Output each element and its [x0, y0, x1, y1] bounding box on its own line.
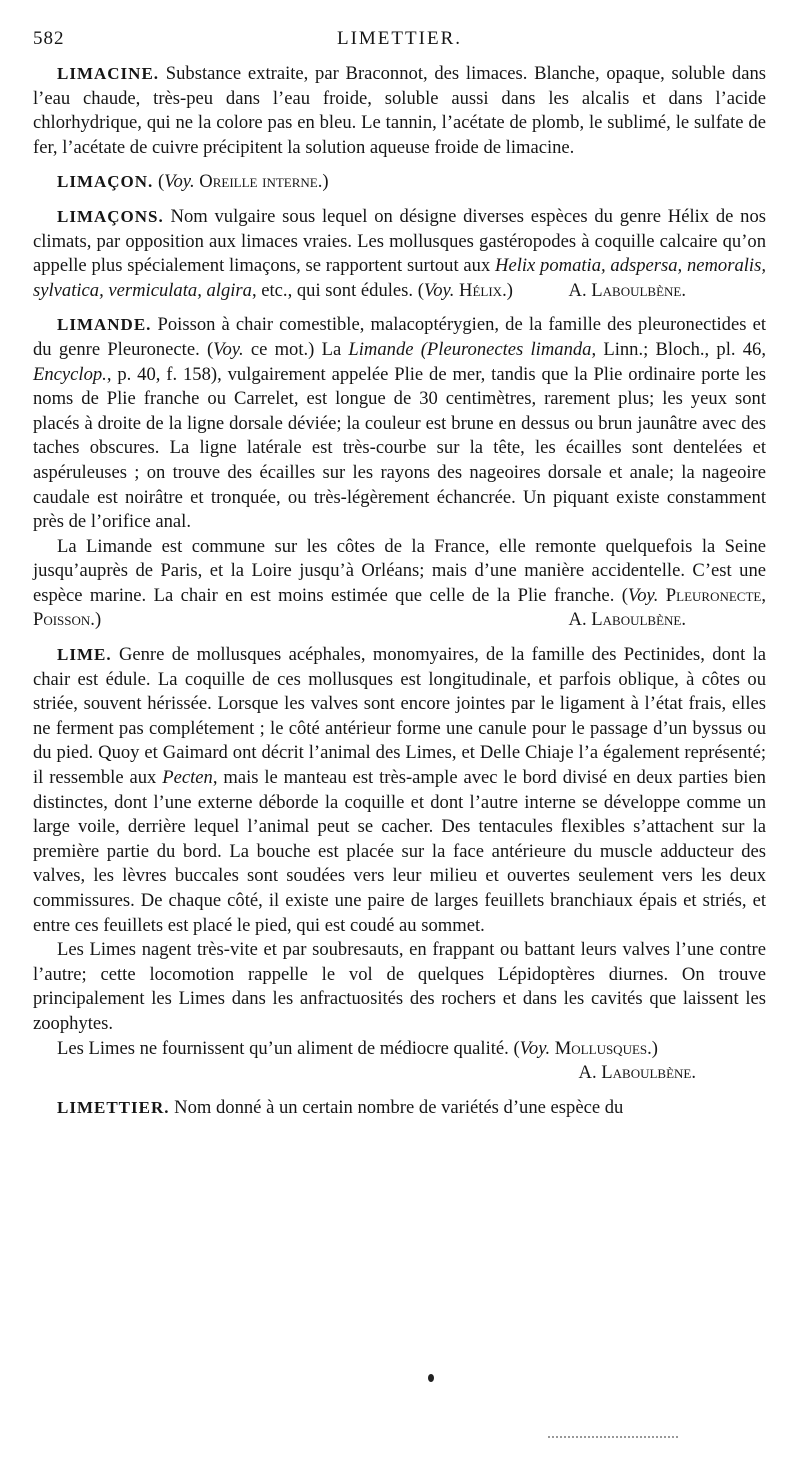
entry-text: Nom vulgaire sous lequel on désigne diverses espèces du genre Hélix de nos climats, par opposition aux limaces vraies. Les mollusques gastéropodes à coquille calcaire qu’on appelle plus spécialement limaçons, se rapportent surtout aux	[33, 205, 766, 277]
entry-text: Substance extraite, par Braconnot, des limaces. Blanche, opaque, soluble dans l’eau chaude, très-peu dans l’eau froide, soluble aussi dans les alcalis et dans l’acide chlorhydrique, qui ne la colore pas en bleu. Le tannin, l’acétate de plomb, le sublimé, le sulfate de fer, l’acétate de cuivre précipitent la solution aqueuse froide de limacine.	[33, 63, 767, 158]
entry-text: Genre de mollusques acéphales, monomyaires, de la famille des Pectinides, dont la chair est édule. La coquille de ces mollusques est longitudinale, et parfois oblique, à côtes ou striée, souvent hérissée. Lorsque les valves sont encore jointes par le ligament à l’état frais, elles ne ferment pas complétement ; le côté antérieur forme une canule pour le passage d’un byssus ou du pied. Quoy et Gaimard ont décrit l’animal des Limes, et Delle Chiaje l’a également représenté; il ressemble aux	[33, 644, 767, 789]
entry-text: )	[651, 1037, 658, 1059]
entry-text: La Limande est commune sur les côtes de la France, elle remonte quelquefois la Seine jusqu’auprès de Paris, et la Loire jusqu’à Orléans; mais d’une manière accidentelle. C’est une espèce marine. La chair en est moins estimée que celle de la Plie franche. (	[33, 535, 766, 606]
entry-text: , etc., qui sont édules. (	[251, 279, 424, 301]
entry-paragraph	[33, 535, 766, 633]
printer-mark	[428, 1374, 434, 1382]
page-header	[33, 28, 766, 58]
entry-paragraph	[33, 643, 766, 938]
entry-headword: LIMACINE.	[57, 64, 160, 83]
entry-headword: LIMAÇON.	[57, 172, 154, 192]
entry-headword: LIMETTIER.	[57, 1097, 170, 1117]
entry-text: , Linn.; Bloch., pl. 46,	[591, 338, 767, 360]
entry-text: )	[506, 279, 513, 301]
entry-text: )	[322, 171, 329, 193]
entry-paragraph	[33, 313, 766, 534]
entry-text: Les Limes ne fournissent qu’un aliment de médiocre qualité. (	[57, 1037, 520, 1059]
italic-text: Voy.	[423, 279, 455, 301]
entry-headword: LIMANDE.	[57, 315, 152, 335]
entry-text: , mais le manteau est très-ample avec le bord divisé en deux parties bien distinctes, dont l’une externe déborde la coquille et dont l’autre interne se développe comme un large voile, derrière lequel l’animal peut se cacher. Des tentacules flexibles s’attachent sur la première partie du bord. La bouche est placée sur la face antérieure du muscle adducteur des valves, les lèvres buccales sont soudées vers leur milieu et ouvertes seulement vers les deux commissures. De chaque côté, il existe une paire de larges feuillets branchiaux épais et striés, et entre ces feuillets est placé le pied, qui est coudé au sommet.	[33, 767, 766, 936]
cross-reference: Mollusques.	[554, 1037, 652, 1059]
entry-text: (	[157, 171, 165, 193]
author-signature: A. Laboulbène.	[578, 1062, 696, 1084]
cross-reference: Pleuronecte, Poisson.	[33, 584, 766, 631]
dictionary-entry	[33, 170, 766, 195]
italic-text: Voy.	[164, 171, 195, 193]
cross-reference: Hélix.	[459, 279, 507, 301]
dictionary-body	[33, 62, 766, 1130]
dictionary-entry	[33, 1096, 766, 1121]
italic-text: Helix pomatia, adspersa, nemoralis, sylvatica, vermiculata, algira	[33, 255, 766, 301]
entry-text: ce mot.) La	[243, 338, 349, 360]
dictionary-entry	[33, 643, 766, 1086]
italic-text: Limande (Pleuronectes limanda	[348, 338, 592, 360]
italic-text: Voy.	[519, 1037, 551, 1059]
entry-text	[658, 585, 665, 606]
italic-text: Voy.	[627, 584, 659, 606]
entry-text: )	[94, 609, 102, 631]
dictionary-entry	[33, 313, 766, 633]
entry-paragraph	[33, 1037, 766, 1062]
page-number: 582	[33, 28, 65, 49]
entry-paragraph	[33, 938, 766, 1036]
entry-headword: LIME.	[57, 645, 112, 665]
dictionary-entry	[33, 205, 766, 303]
entry-paragraph	[33, 62, 766, 160]
cross-reference: Oreille interne.	[199, 171, 323, 193]
italic-text: Pecten	[162, 767, 213, 789]
dictionary-entry	[33, 62, 766, 160]
entry-text: Les Limes nagent très-vite et par soubresauts, en frappant ou battant leurs valves l’une contre l’autre; cette locomotion rappelle le vol de quelques Lépidoptères diurnes. On trouve principalement les Limes dans les anfractuosités des rochers et dans les cavités que laissent les zoophytes.	[33, 939, 766, 1034]
entry-headword: LIMAÇONS.	[57, 206, 164, 226]
entry-paragraph	[33, 205, 766, 303]
entry-paragraph	[33, 1096, 766, 1121]
italic-text: Encyclop.	[33, 363, 107, 385]
entry-paragraph	[33, 170, 766, 195]
entry-text: Nom donné à un certain nombre de variétés d’une espèce du	[174, 1096, 624, 1118]
entry-text: , p. 40, f. 158), vulgairement appelée Plie de mer, tandis que la Plie ordinaire porte les noms de Plie franche ou Carrelet, est longue de 30 centimètres, rarement plus; les yeux sont placés à droite de la ligne dorsale déviée; la couleur est brune en dessus ou brun jaunâtre avec des taches obscures. La ligne latérale est très-courbe sur la tête, les écailles sont dentelées et aspéruleuses ; on trouve des écailles sur les rayons des nageoires dorsale et anale; la nageoire caudale est noirâtre et tronquée, ou très-légèrement échancrée. Un piquant existe constamment près de l’orifice anal.	[33, 363, 766, 533]
italic-text: Voy.	[213, 338, 244, 360]
entry-text: Poisson à chair comestible, malacoptérygien, de la famille des pleuronectides et du genre Pleuronecte. (	[33, 314, 766, 360]
scan-artifact-dots	[548, 1436, 678, 1440]
author-signature: A. Laboulbène.	[568, 279, 686, 301]
running-head: LIMETTIER.	[336, 28, 462, 49]
author-signature: A. Laboulbène.	[568, 609, 686, 631]
